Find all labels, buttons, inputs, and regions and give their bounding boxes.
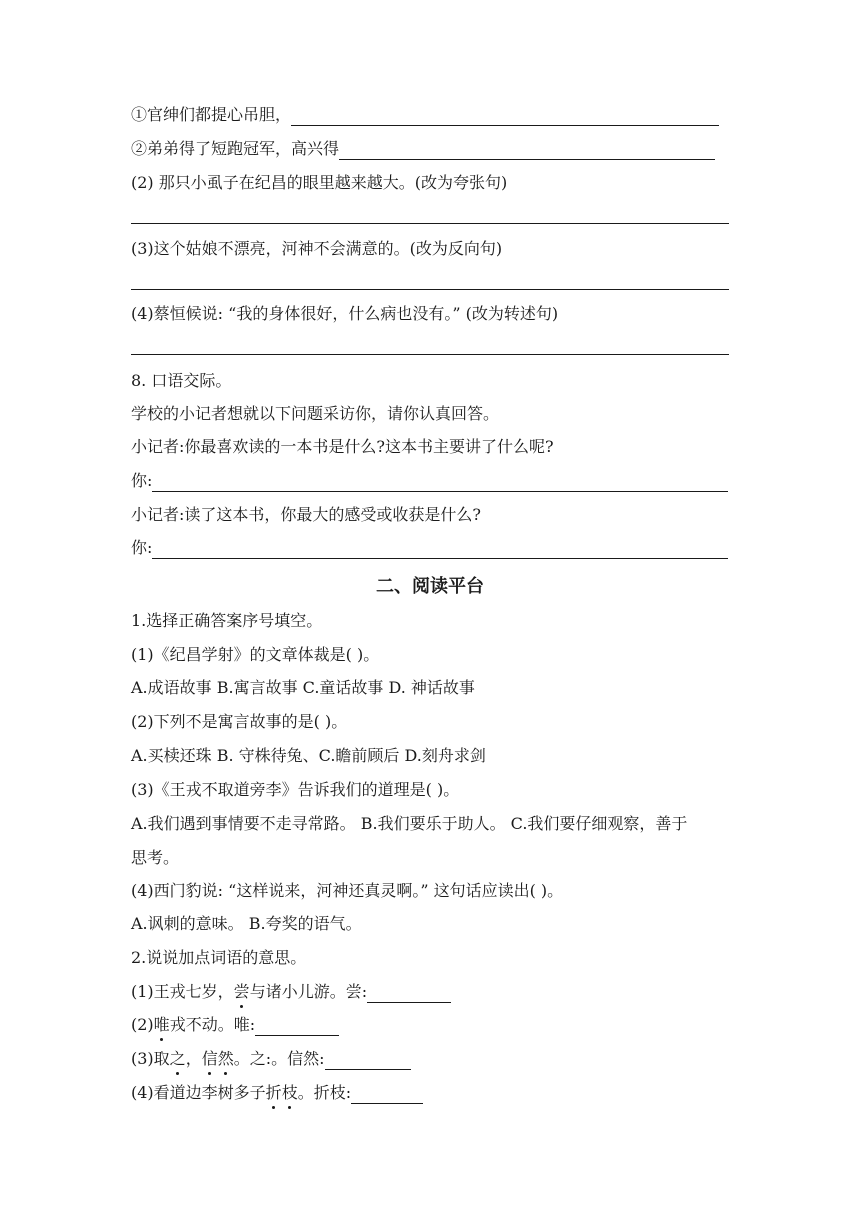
q2-title: 2.说说加点词语的意思。 (131, 948, 307, 967)
q2-1-text-post: 与诸小儿游。尝: (249, 982, 368, 1001)
q7-1-a (131, 104, 719, 126)
q1-title: 1.选择正确答案序号填空。 (131, 611, 323, 630)
q7-3-prompt: (3)这个姑娘不漂亮，河神不会满意的。(改为反向句) (131, 239, 503, 258)
q2-3-dotted-word-2: 信 (201, 1049, 218, 1068)
q2-2-dotted-word: 唯 (153, 1015, 170, 1034)
q7-1-b-answer-blank[interactable] (339, 141, 715, 160)
q1-1-options: A.成语故事 B.寓言故事 C.童话故事 D. 神话故事 (131, 678, 475, 697)
q8-title: 8. 口语交际。 (131, 371, 232, 390)
q7-1-a-answer-blank[interactable] (291, 107, 719, 126)
section-heading: 二、阅读平台 (376, 576, 484, 597)
q1-4-prompt: (4)西门豹说: “这样说来，河神还真灵啊。” 这句话应读出( )。 (131, 881, 564, 900)
q1-3-options: A.我们遇到事情要不走寻常路。 B.我们要乐于助人。 C.我们要仔细观察，善于 (131, 814, 688, 833)
q2-2-answer-blank[interactable] (255, 1017, 339, 1036)
q1-3-options-cont: 思考。 (131, 848, 180, 867)
q8-question-2: 小记者:读了这本书，你最大的感受或收获是什么? (131, 505, 481, 524)
q7-1-b (131, 138, 715, 160)
q8-answer-2-label: 你: (131, 538, 153, 557)
q1-1-prompt: (1)《纪昌学射》的文章体裁是( )。 (131, 645, 380, 664)
q8-answer-1-blank[interactable] (152, 473, 728, 492)
q7-4-prompt: (4)蔡恒候说: “我的身体很好，什么病也没有。” (改为转述句) (131, 304, 559, 323)
q8-answer-1 (131, 470, 728, 492)
q2-3-answer-blank[interactable] (325, 1051, 411, 1070)
q7-2-prompt: (2) 那只小虱子在纪昌的眼里越来越大。(改为夸张句) (131, 173, 508, 192)
q1-3-prompt: (3)《王戎不取道旁李》告诉我们的道理是( )。 (131, 780, 460, 799)
q2-4-text-post: 。折枝: (297, 1083, 352, 1102)
q1-2-prompt: (2)下列不是寓言故事的是( )。 (131, 712, 348, 731)
q2-2-text-post: 戎不动。唯: (169, 1015, 256, 1034)
q7-2-answer-line[interactable] (131, 223, 729, 224)
q8-question-1: 小记者:你最喜欢读的一本书是什么?这本书主要讲了什么呢? (131, 437, 554, 456)
q2-2-text-pre: (2) (131, 1015, 154, 1034)
q7-1-b-text: ②弟弟得了短跑冠军，高兴得 (131, 139, 340, 158)
q2-4-answer-blank[interactable] (351, 1085, 423, 1104)
q8-answer-2-blank[interactable] (152, 540, 728, 559)
q2-4-dotted-word-2: 枝 (281, 1083, 298, 1102)
q2-3-dotted-word-3: 然 (217, 1049, 234, 1068)
q1-2-options: A.买椟还珠 B. 守株待兔、C.瞻前顾后 D.刻舟求剑 (131, 746, 486, 765)
q2-1-answer-blank[interactable] (367, 984, 451, 1003)
q2-3-text-mid: ， (185, 1049, 202, 1068)
q2-4-text-pre: (4)看道边李树多子 (131, 1083, 266, 1102)
q2-3-text-post: 。之:。信然: (233, 1049, 325, 1068)
q2-2 (131, 1014, 339, 1036)
q7-3-answer-line[interactable] (131, 289, 729, 290)
q2-1 (131, 981, 451, 1003)
q8-intro: 学校的小记者想就以下问题采访你，请你认真回答。 (131, 404, 500, 423)
q2-3 (131, 1048, 411, 1070)
q2-4 (131, 1082, 423, 1104)
q2-1-text-pre: (1)王戎七岁， (131, 982, 234, 1001)
q2-3-dotted-word-1: 之 (169, 1049, 186, 1068)
q1-4-options: A.讽刺的意味。 B.夸奖的语气。 (131, 914, 362, 933)
q8-answer-1-label: 你: (131, 471, 153, 490)
q7-4-answer-line[interactable] (131, 354, 729, 355)
q8-answer-2 (131, 537, 728, 559)
q2-3-text-pre: (3)取 (131, 1049, 170, 1068)
q2-4-dotted-word-1: 折 (265, 1083, 282, 1102)
q7-1-a-text: ①官绅们都提心吊胆， (131, 105, 292, 124)
q2-1-dotted-word: 尝 (233, 982, 250, 1001)
